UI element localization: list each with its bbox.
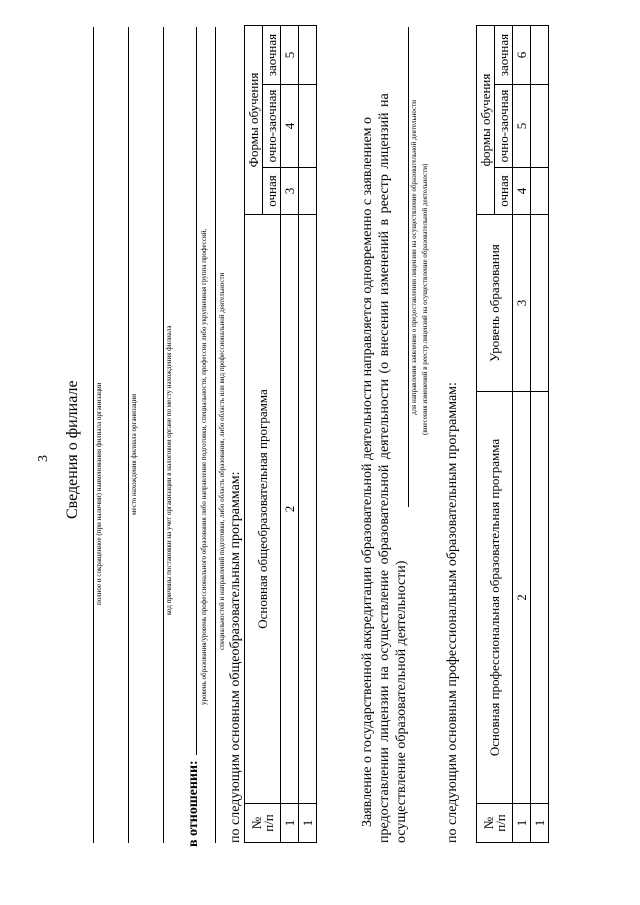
index-cell: 3 — [513, 215, 531, 392]
index-row — [281, 26, 299, 843]
row-level — [531, 215, 549, 392]
form-distance: заочная — [263, 26, 281, 85]
program-header: Основная профессиональная образовательная программа — [477, 392, 513, 804]
row-number: 1 — [531, 804, 549, 843]
table-header-row — [245, 26, 263, 843]
row-part-time — [299, 85, 317, 168]
form-full-time: очная — [495, 168, 513, 215]
form-part-time: очно-заочная — [263, 85, 281, 168]
index-row — [513, 26, 531, 843]
index-cell: 2 — [513, 392, 531, 804]
page-number: 3 — [36, 455, 51, 462]
location-line — [128, 27, 129, 843]
general-heading: по следующим основным общеобразовательным программам: — [228, 471, 243, 843]
org-name-line — [93, 27, 94, 843]
num-header-line1: № — [480, 816, 496, 830]
relation-line-2 — [215, 27, 216, 843]
index-cell: 4 — [513, 168, 531, 215]
form-distance: заочная — [495, 26, 513, 85]
table-header-row — [477, 26, 495, 843]
statement-caption-2: (внесения изменений в реестр лицензий на осуществление образовательной деятельности) — [421, 163, 429, 435]
row-full-time — [299, 168, 317, 215]
row-distance — [299, 26, 317, 85]
index-cell: 5 — [281, 26, 299, 85]
statement-line-3: осуществление образовательной деятельности) — [394, 560, 409, 843]
num-header-line2: п/п — [260, 814, 276, 832]
num-header-line1: № — [248, 816, 264, 830]
statement-line — [408, 27, 409, 507]
relation-caption-2: специальностей и направлений подготовки, либо область образования, либо область или вид профессиональной деятельности — [218, 272, 226, 650]
row-program — [299, 215, 317, 804]
program-header: Основная общеобразовательная программа — [245, 215, 281, 804]
location-caption: место нахождения филиала организации — [130, 393, 138, 515]
page-title: Сведения о филиале — [64, 380, 81, 519]
table-row — [531, 26, 549, 843]
row-part-time — [531, 85, 549, 168]
row-number: 1 — [299, 804, 317, 843]
org-name-caption: полное и сокращенное (при наличии) наименования филиала организации — [95, 382, 103, 605]
table-row — [299, 26, 317, 843]
professional-heading: по следующим основным профессиональным образовательным программам: — [445, 382, 460, 843]
statement-line-1: Заявление о государственной аккредитации образовательной деятельности направляется одновременно с заявлением о — [360, 116, 375, 827]
num-header — [477, 804, 513, 843]
professional-programs-table — [476, 25, 549, 843]
statement-caption-1: для направления заявления о предоставлении лицензии на осуществление образовательной деятельности — [410, 99, 418, 415]
row-program — [531, 392, 549, 804]
index-cell: 2 — [281, 215, 299, 804]
relation-line — [196, 27, 197, 755]
forms-header: Формы обучения — [245, 26, 263, 215]
index-cell: 1 — [513, 804, 531, 843]
index-cell: 5 — [513, 85, 531, 168]
num-header — [245, 804, 281, 843]
index-cell: 4 — [281, 85, 299, 168]
general-programs-table — [244, 25, 317, 843]
row-distance — [531, 26, 549, 85]
num-header-line2: п/п — [492, 814, 508, 832]
form-part-time: очно-заочная — [495, 85, 513, 168]
forms-header: формы обучения — [477, 26, 495, 215]
form-full-time: очная — [263, 168, 281, 215]
kpp-caption: код причины постановки на учет организации в налоговом органе по месту нахождения филиала — [165, 325, 173, 615]
kpp-line — [163, 27, 164, 843]
relation-caption-1: уровень образования/уровень профессионального образования либо направление подготовки, специальности, профессии либо укрупненная группа профессий, — [200, 228, 208, 705]
index-cell: 6 — [513, 26, 531, 85]
row-full-time — [531, 168, 549, 215]
level-header: Уровень образования — [477, 215, 513, 392]
index-cell: 3 — [281, 168, 299, 215]
index-cell: 1 — [281, 804, 299, 843]
relation-label: в отношении: — [186, 760, 201, 847]
statement-line-2: предоставлении лицензии на осуществление образовательной деятельности (о внесении изменений в реестр лицензий на — [377, 93, 392, 843]
